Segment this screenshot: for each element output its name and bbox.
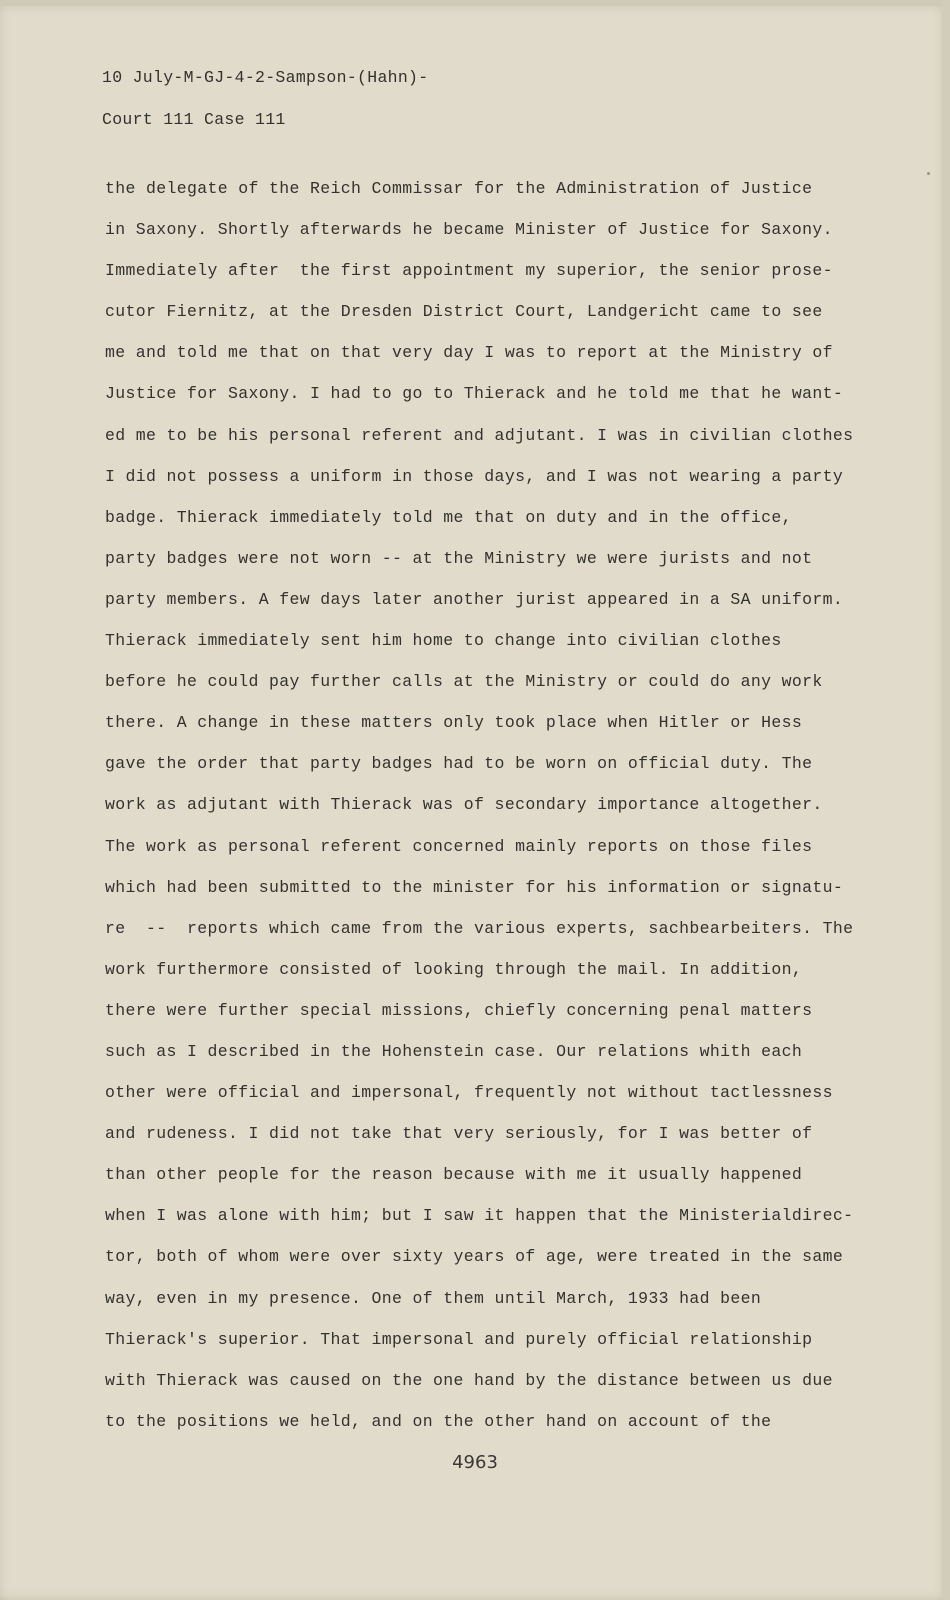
transcript-line: Justice for Saxony. I had to go to Thierack and he told me that he want- [105, 384, 844, 404]
transcript-line: work as adjutant with Thierack was of secondary importance altogether. [105, 795, 823, 815]
transcript-line: Immediately after the first appointment my superior, the senior prose- [105, 261, 833, 281]
transcript-line: to the positions we held, and on the other hand on account of the [105, 1411, 772, 1431]
transcript-line: work furthermore consisted of looking through the mail. In addition, [105, 959, 803, 979]
transcript-line: The work as personal referent concerned mainly reports on those files [105, 836, 813, 856]
transcript-line: when I was alone with him; but I saw it happen that the Ministerialdirec- [105, 1206, 854, 1226]
transcript-line: I did not possess a uniform in those days, and I was not wearing a party [105, 466, 844, 486]
transcript-line: re -- reports which came from the various experts, sachbearbeiters. The [105, 918, 854, 938]
transcript-line: which had been submitted to the minister for his information or signatu- [105, 877, 844, 897]
transcript-line: ed me to be his personal referent and adjutant. I was in civilian clothes [105, 425, 854, 445]
paper-right-edge [942, 0, 950, 1600]
transcript-line: party badges were not worn -- at the Ministry we were jurists and not [105, 548, 813, 568]
transcript-line: Thierack immediately sent him home to change into civilian clothes [105, 631, 782, 651]
transcript-line: party members. A few days later another jurist appeared in a SA uniform. [105, 589, 844, 609]
transcript-line: before he could pay further calls at the Ministry or could do any work [105, 672, 823, 692]
transcript-line: in Saxony. Shortly afterwards he became Minister of Justice for Saxony. [105, 220, 833, 240]
transcript-line: there. A change in these matters only took place when Hitler or Hess [105, 713, 803, 733]
transcript-line: cutor Fiernitz, at the Dresden District Court, Landgericht came to see [105, 302, 823, 322]
transcript-line: the delegate of the Reich Commissar for the Administration of Justice [105, 179, 813, 198]
transcript-line: there were further special missions, chiefly concerning penal matters [105, 1000, 813, 1020]
transcript-body [105, 168, 865, 1442]
transcript-line: way, even in my presence. One of them until March, 1933 had been [105, 1288, 762, 1308]
paper-speck [927, 172, 930, 175]
transcript-line: such as I described in the Hohenstein case. Our relations whith each [105, 1041, 803, 1061]
transcript-line: other were official and impersonal, frequently not without tactlessness [105, 1083, 833, 1103]
transcript-line: and rudeness. I did not take that very seriously, for I was better of [105, 1124, 813, 1144]
transcript-line: badge. Thierack immediately told me that on duty and in the office, [105, 507, 792, 527]
paper-top-edge [0, 0, 950, 6]
transcript-line: than other people for the reason because with me it usually happened [105, 1165, 803, 1185]
transcript-line: with Thierack was caused on the one hand by the distance between us due [105, 1370, 833, 1390]
transcript-line: me and told me that on that very day I was to report at the Ministry of [105, 343, 833, 363]
transcript-line: gave the order that party badges had to be worn on official duty. The [105, 754, 813, 774]
transcript-line: tor, both of whom were over sixty years of age, were treated in the same [105, 1247, 844, 1267]
court-case-label: Court 111 Case 111 [102, 110, 286, 129]
document-reference: 10 July-M-GJ-4-2-Sampson-(Hahn)- [102, 68, 429, 87]
page-number: 4963 [452, 1452, 498, 1473]
transcript-line: Thierack's superior. That impersonal and purely official relationship [105, 1329, 813, 1349]
